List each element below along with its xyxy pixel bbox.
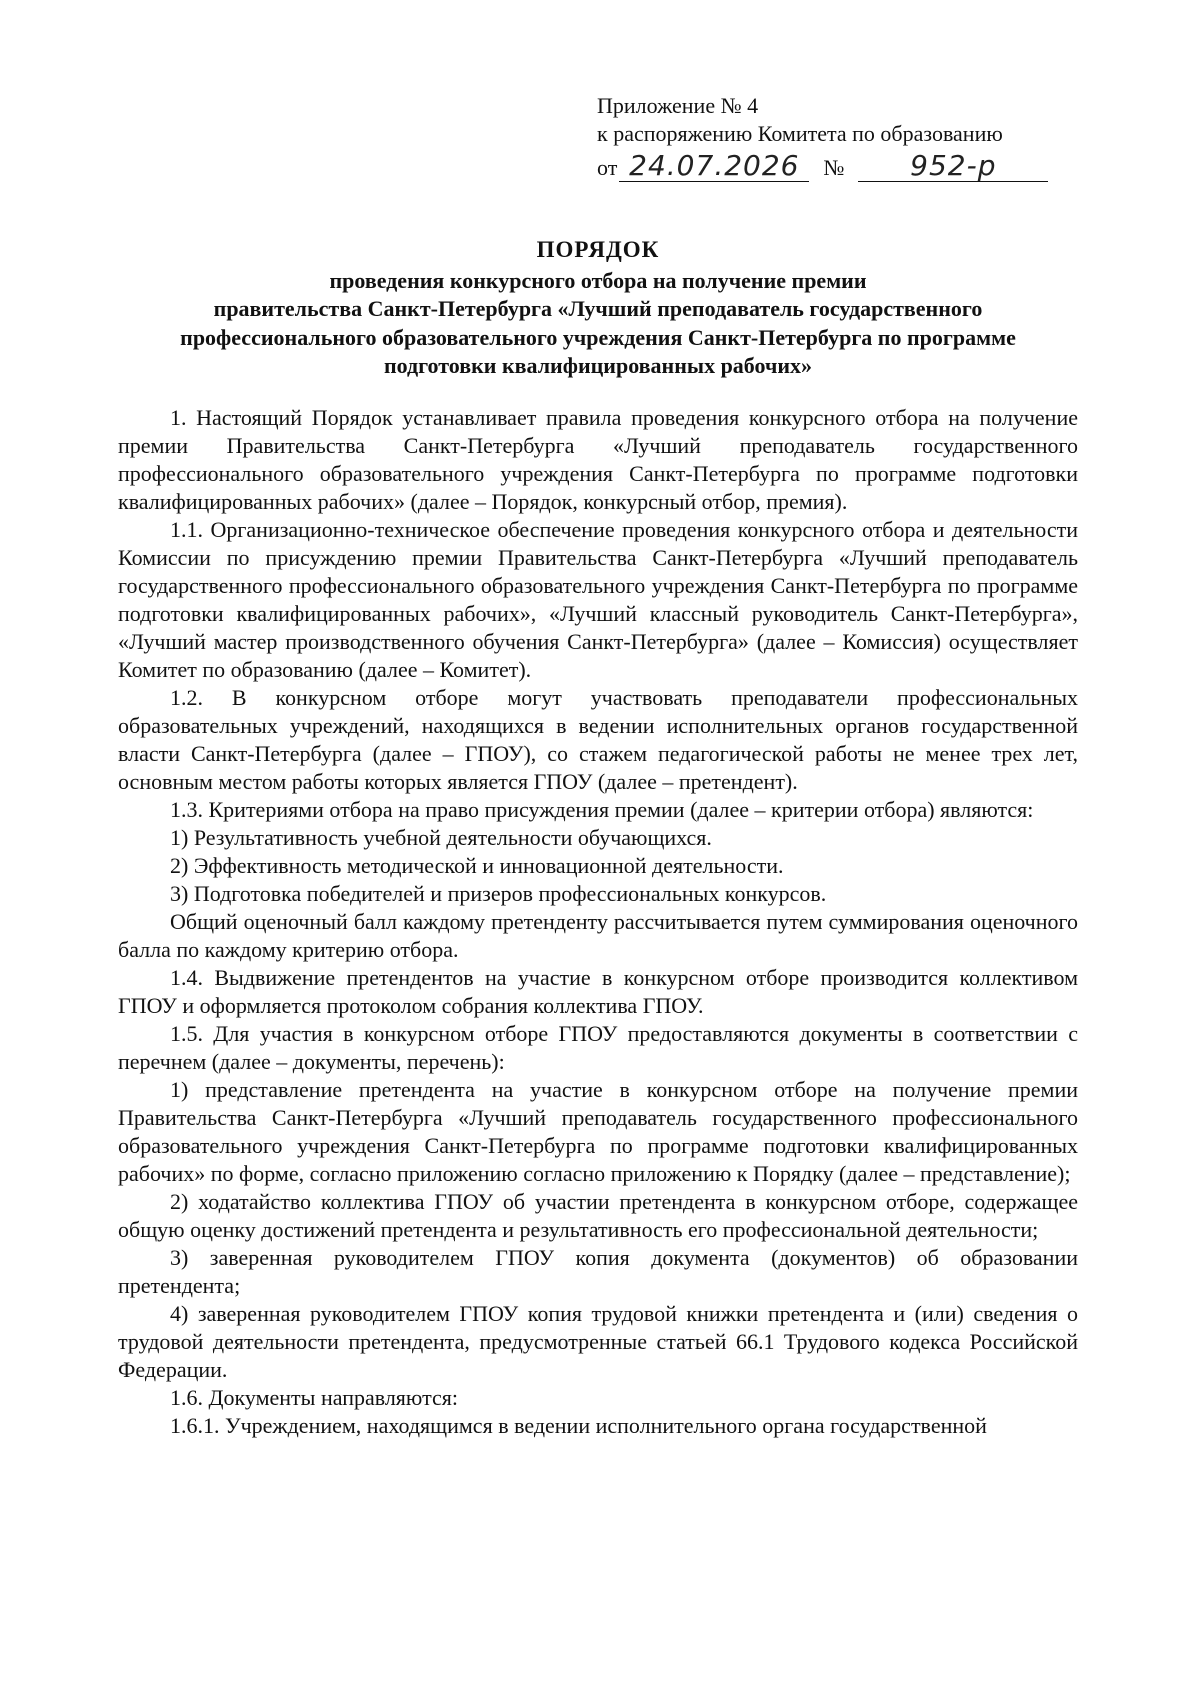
paragraph-1-6: 1.6. Документы направляются:	[170, 1385, 458, 1410]
paragraph-1: 1. Настоящий Порядок устанавливает правила проведения конкурсного отбора на получение премии Правительства Санкт-Петербурга «Лучший преподаватель государственного профессионального образовательного учреждения Санкт-Петербурга по программе подготовки квалифицированных рабочих» (далее – Порядок, конкурсный отбор, премия).	[118, 405, 1078, 514]
document-body	[118, 404, 1078, 1440]
appendix-reference: к распоряжению Комитета по образованию	[597, 121, 1003, 146]
handwritten-number: 952-р	[858, 151, 1048, 182]
appendix-header	[597, 92, 1077, 182]
paragraph-1-2: 1.2. В конкурсном отборе могут участвовать преподаватели профессиональных образовательных учреждений, находящихся в ведении исполнительных органов государственной власти Санкт-Петербурга (далее – ГПОУ), со стажем педагогической работы не менее трех лет, основным местом работы которых является ГПОУ (далее – претендент).	[118, 685, 1078, 794]
criterion-3: 3) Подготовка победителей и призеров профессиональных конкурсов.	[170, 881, 827, 906]
paragraph-1-5: 1.5. Для участия в конкурсном отборе ГПОУ предоставляются документы в соответствии с перечнем (далее – документы, перечень):	[118, 1021, 1078, 1074]
paragraph-1-4: 1.4. Выдвижение претендентов на участие в конкурсном отборе производится коллективом ГПОУ и оформляется протоколом собрания коллектива ГПОУ.	[118, 965, 1078, 1018]
document-item-3: 3) заверенная руководителем ГПОУ копия документа (документов) об образовании претендента;	[118, 1245, 1078, 1298]
title-line-2: правительства Санкт-Петербурга «Лучший преподаватель государственного	[213, 296, 983, 321]
title-line-4: подготовки квалифицированных рабочих»	[383, 353, 813, 378]
document-item-2: 2) ходатайство коллектива ГПОУ об участии претендента в конкурсном отборе, содержащее общую оценку достижений претендента и результативность его профессиональной деятельности;	[118, 1189, 1078, 1242]
paragraph-1-1: 1.1. Организационно-техническое обеспечение проведения конкурсного отбора и деятельности Комиссии по присуждению премии Правительства Санкт-Петербурга «Лучший преподаватель государственного профессионального образовательного учреждения Санкт-Петербурга по программе подготовки квалифицированных рабочих», «Лучший классный руководитель Санкт-Петербурга», «Лучший мастер производственного обучения Санкт-Петербурга» (далее – Комиссия) осуществляет Комитет по образованию (далее – Комитет).	[118, 517, 1078, 682]
paragraph-1-6-1: 1.6.1. Учреждением, находящимся в ведении исполнительного органа государственной	[170, 1413, 987, 1438]
criterion-2: 2) Эффективность методической и инновационной деятельности.	[170, 853, 784, 878]
title-line-1: проведения конкурсного отбора на получение премии	[329, 267, 867, 293]
appendix-date-number-line	[597, 148, 1077, 182]
document-item-1: 1) представление претендента на участие в конкурсном отборе на получение премии Правительства Санкт-Петербурга «Лучший преподаватель государственного профессионального образовательного учреждения Санкт-Петербурга по программе подготовки квалифицированных рабочих» по форме, согласно приложению согласно приложению к Порядку (далее – представление);	[118, 1077, 1078, 1186]
paragraph-score: Общий оценочный балл каждому претенденту рассчитывается путем суммирования оценочного балла по каждому критерию отбора.	[118, 909, 1078, 962]
date-prefix: от	[597, 155, 618, 180]
paragraph-1-3: 1.3. Критериями отбора на право присуждения премии (далее – критерии отбора) являются:	[170, 797, 1034, 822]
number-label: №	[823, 155, 845, 180]
handwritten-date: 24.07.2026	[619, 151, 809, 182]
document-item-4: 4) заверенная руководителем ГПОУ копия трудовой книжки претендента и (или) сведения о трудовой деятельности претендента, предусмотренные статьей 66.1 Трудового кодекса Российской Федерации.	[118, 1301, 1078, 1382]
title-line-3: профессионального образовательного учреждения Санкт-Петербурга по программе	[180, 324, 1016, 350]
appendix-title: Приложение № 4	[597, 93, 759, 118]
document-title	[118, 236, 1078, 381]
criterion-1: 1) Результативность учебной деятельности обучающихся.	[170, 825, 712, 850]
title-main: ПОРЯДОК	[536, 237, 660, 262]
